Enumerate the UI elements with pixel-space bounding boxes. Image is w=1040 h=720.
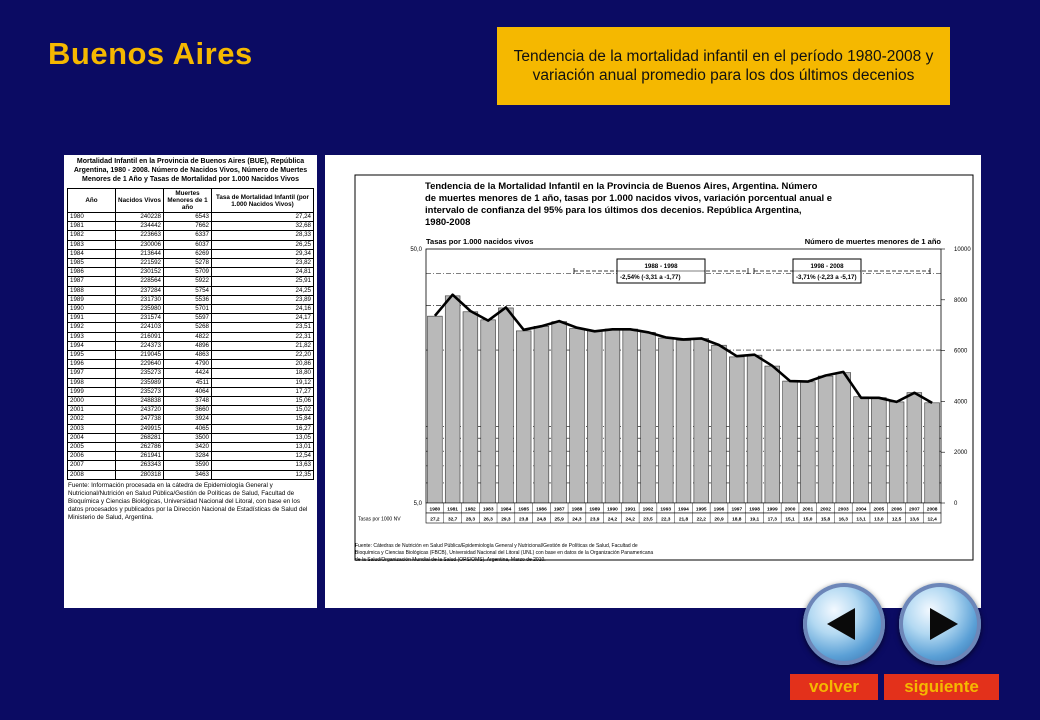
bar xyxy=(889,402,904,503)
right-arrow-icon xyxy=(930,608,958,640)
cell-births: 219045 xyxy=(116,351,164,360)
cell-year: 1988 xyxy=(68,286,116,295)
cell-deaths: 3660 xyxy=(164,406,212,415)
rate-value-label: 15,1 xyxy=(785,517,795,523)
cell-year: 1985 xyxy=(68,259,116,268)
x-tick-label: 1985 xyxy=(518,507,530,513)
mortality-table xyxy=(67,188,314,480)
right-tick-label: 8000 xyxy=(954,297,968,304)
cell-births: 240228 xyxy=(116,213,164,222)
cell-year: 1981 xyxy=(68,222,116,231)
cell-deaths: 5268 xyxy=(164,323,212,332)
x-tick-label: 2007 xyxy=(909,507,920,513)
cell-births: 213644 xyxy=(116,249,164,258)
chart-panel xyxy=(325,155,981,608)
x-tick-label: 1982 xyxy=(465,507,476,513)
x-tick-label: 1987 xyxy=(553,507,565,513)
cell-rate: 15,84 xyxy=(212,415,314,424)
cell-births: 248838 xyxy=(116,397,164,406)
cell-rate: 13,05 xyxy=(212,433,314,442)
back-arrow-button[interactable] xyxy=(803,583,885,665)
x-tick-label: 1994 xyxy=(678,507,689,513)
annotation-period: 1988 - 1998 xyxy=(644,263,678,270)
cell-rate: 24,17 xyxy=(212,314,314,323)
rate-value-label: 28,3 xyxy=(465,517,476,523)
cell-year: 1997 xyxy=(68,369,116,378)
cell-year: 1998 xyxy=(68,378,116,387)
cell-births: 243720 xyxy=(116,406,164,415)
table-row xyxy=(68,213,314,222)
rate-value-label: 15,0 xyxy=(803,517,813,523)
cell-rate: 13,01 xyxy=(212,443,314,452)
table-row xyxy=(68,351,314,360)
table-row xyxy=(68,461,314,470)
cell-rate: 23,89 xyxy=(212,295,314,304)
x-tick-label: 2001 xyxy=(802,507,814,513)
right-axis-label: Número de muertes menores de 1 año xyxy=(804,237,941,246)
bar xyxy=(481,320,496,503)
bar xyxy=(428,316,443,503)
cell-births: 235273 xyxy=(116,369,164,378)
bar xyxy=(783,381,798,503)
cell-deaths: 3924 xyxy=(164,415,212,424)
cell-births: 268281 xyxy=(116,433,164,442)
cell-deaths: 6543 xyxy=(164,213,212,222)
mortality-table-panel xyxy=(64,155,317,608)
table-row xyxy=(68,424,314,433)
x-tick-label: 1990 xyxy=(607,507,618,513)
bar xyxy=(623,329,638,503)
x-tick-label: 2000 xyxy=(784,507,796,513)
x-tick-label: 1996 xyxy=(713,507,725,513)
cell-births: 249915 xyxy=(116,424,164,433)
bar xyxy=(445,296,460,503)
bar xyxy=(907,393,922,503)
cell-births: 216091 xyxy=(116,332,164,341)
bar xyxy=(800,382,815,503)
table-row xyxy=(68,249,314,258)
x-tick-label: 2003 xyxy=(837,507,849,513)
cell-deaths: 4064 xyxy=(164,387,212,396)
table-row xyxy=(68,397,314,406)
cell-year: 1980 xyxy=(68,213,116,222)
bar xyxy=(712,345,727,503)
bar xyxy=(747,355,762,503)
cell-births: 221592 xyxy=(116,259,164,268)
rate-value-label: 26,3 xyxy=(483,517,493,523)
bar xyxy=(499,308,514,503)
cell-rate: 12,54 xyxy=(212,452,314,461)
x-tick-label: 1984 xyxy=(500,507,512,513)
cell-year: 1995 xyxy=(68,351,116,360)
rate-value-label: 23,9 xyxy=(590,517,600,523)
bar xyxy=(871,398,886,503)
table-row xyxy=(68,452,314,461)
bar xyxy=(818,376,833,503)
cell-year: 1994 xyxy=(68,341,116,350)
rate-value-label: 17,3 xyxy=(767,517,777,523)
cell-births: 237284 xyxy=(116,286,164,295)
x-tick-label: 2002 xyxy=(820,507,831,513)
cell-births: 280318 xyxy=(116,470,164,479)
left-arrow-icon xyxy=(827,608,855,640)
cell-deaths: 5597 xyxy=(164,314,212,323)
cell-rate: 27,24 xyxy=(212,213,314,222)
cell-year: 2003 xyxy=(68,424,116,433)
left-axis-label: Tasas por 1.000 nacidos vivos xyxy=(426,237,534,246)
bar xyxy=(658,338,673,503)
rate-value-label: 32,7 xyxy=(447,517,458,523)
header-year: Año xyxy=(68,189,116,213)
bar xyxy=(534,326,549,503)
table-row xyxy=(68,323,314,332)
cell-deaths: 4863 xyxy=(164,351,212,360)
cell-rate: 15,06 xyxy=(212,397,314,406)
rate-value-label: 27,2 xyxy=(430,517,440,523)
rate-value-label: 25,9 xyxy=(554,517,564,523)
rate-value-label: 13,0 xyxy=(874,517,884,523)
x-tick-label: 1986 xyxy=(536,507,547,513)
mortality-chart xyxy=(325,155,981,608)
cell-deaths: 3500 xyxy=(164,433,212,442)
cell-deaths: 3284 xyxy=(164,452,212,461)
chart-title: intervalo de confianza del 95% para los últimos dos decenios. República Argentina, xyxy=(425,205,802,216)
cell-deaths: 3463 xyxy=(164,470,212,479)
x-tick-label: 1988 xyxy=(571,507,583,513)
cell-deaths: 5278 xyxy=(164,259,212,268)
cell-births: 261941 xyxy=(116,452,164,461)
cell-rate: 23,82 xyxy=(212,259,314,268)
cell-deaths: 3748 xyxy=(164,397,212,406)
cell-births: 228564 xyxy=(116,277,164,286)
bar xyxy=(729,357,744,503)
header-deaths: Muertes Menores de 1 año xyxy=(164,189,212,213)
cell-rate: 26,25 xyxy=(212,240,314,249)
page-title: Buenos Aires xyxy=(48,36,253,71)
cell-rate: 22,20 xyxy=(212,351,314,360)
cell-births: 224103 xyxy=(116,323,164,332)
cell-year: 1986 xyxy=(68,268,116,277)
rate-value-label: 12,5 xyxy=(891,517,902,523)
rate-value-label: 24,8 xyxy=(536,517,547,523)
next-button[interactable]: siguiente xyxy=(884,674,999,700)
table-title: Mortalidad Infantil en la Provincia de Buenos Aires (BUE), República Argentina, 1980 - 2008. Número de Nacidos Vivos, Número de Muertes Menores de 1 Año y Tasas de Mortalidad por 1.000 Nacidos Vivos xyxy=(73,158,308,183)
cell-year: 2001 xyxy=(68,406,116,415)
table-source: Fuente: Información procesada en la cátedra de Epidemiología General y Nutricional/Nutrición en Salud Pública/Gestión de Políticas de Salud, Facultad de Bioquímica y Ciencias Biológicas, Universidad Nacional del Litoral, con base en los datos procesados y publicados por la Dirección Nacional de Estadísticas de Salud del Ministerio de Salud, Argentina. xyxy=(68,481,308,521)
bar xyxy=(854,397,869,503)
rate-value-label: 12,4 xyxy=(927,517,937,523)
x-tick-label: 1997 xyxy=(731,507,743,513)
bar xyxy=(516,331,531,503)
cell-deaths: 5709 xyxy=(164,268,212,277)
bar xyxy=(463,312,478,503)
cell-year: 2005 xyxy=(68,443,116,452)
left-tick-label: 50,0 xyxy=(410,247,422,253)
cell-rate: 28,33 xyxy=(212,231,314,240)
cell-deaths: 4790 xyxy=(164,360,212,369)
cell-year: 1982 xyxy=(68,231,116,240)
rate-value-label: 23,5 xyxy=(643,517,653,523)
table-row xyxy=(68,314,314,323)
table-row xyxy=(68,470,314,479)
table-header-row xyxy=(68,189,314,213)
bar xyxy=(570,329,585,503)
x-tick-label: 2004 xyxy=(855,507,867,513)
x-tick-label: 2008 xyxy=(926,507,938,513)
table-row xyxy=(68,332,314,341)
cell-year: 2004 xyxy=(68,433,116,442)
cell-rate: 22,31 xyxy=(212,332,314,341)
cell-deaths: 4424 xyxy=(164,369,212,378)
rate-value-label: 24,2 xyxy=(607,517,618,523)
cell-births: 247738 xyxy=(116,415,164,424)
cell-deaths: 5701 xyxy=(164,305,212,314)
cell-births: 230006 xyxy=(116,240,164,249)
cell-rate: 16,27 xyxy=(212,424,314,433)
x-tick-label: 1999 xyxy=(766,507,778,513)
cell-year: 1999 xyxy=(68,387,116,396)
next-arrow-button[interactable] xyxy=(899,583,981,665)
cell-rate: 19,12 xyxy=(212,378,314,387)
cell-year: 1992 xyxy=(68,323,116,332)
x-tick-label: 1995 xyxy=(695,507,707,513)
cell-births: 230152 xyxy=(116,268,164,277)
bar xyxy=(605,329,620,503)
x-tick-label: 1981 xyxy=(447,507,458,513)
right-tick-label: 10000 xyxy=(954,247,971,253)
x-tick-label: 1992 xyxy=(642,507,654,513)
chart-title: Tendencia de la Mortalidad Infantil en la Provincia de Buenos Aires, Argentina. Número xyxy=(425,181,818,192)
cell-year: 1993 xyxy=(68,332,116,341)
left-tick-label: 5,0 xyxy=(413,501,422,507)
x-tick-label: 1998 xyxy=(749,507,760,513)
rate-row-label: Tasas por 1000 NV xyxy=(358,516,401,523)
cell-rate: 15,02 xyxy=(212,406,314,415)
rate-value-label: 13,1 xyxy=(856,517,866,523)
table-row xyxy=(68,387,314,396)
rate-value-label: 24,3 xyxy=(572,517,582,523)
table-row xyxy=(68,295,314,304)
cell-year: 1987 xyxy=(68,277,116,286)
right-tick-label: 2000 xyxy=(954,450,968,457)
cell-year: 1996 xyxy=(68,360,116,369)
right-tick-label: 0 xyxy=(954,501,958,507)
cell-births: 262786 xyxy=(116,443,164,452)
rate-value-label: 20,9 xyxy=(714,517,724,523)
x-tick-label: 1989 xyxy=(589,507,601,513)
annotation-value: -3,71% (-2,23 a -5,17) xyxy=(796,274,857,281)
table-row xyxy=(68,222,314,231)
cell-deaths: 4896 xyxy=(164,341,212,350)
cell-deaths: 6037 xyxy=(164,240,212,249)
cell-year: 2002 xyxy=(68,415,116,424)
table-row xyxy=(68,369,314,378)
cell-rate: 29,34 xyxy=(212,249,314,258)
rate-value-label: 18,8 xyxy=(732,517,742,523)
annotation-period: 1998 - 2008 xyxy=(810,263,844,270)
cell-rate: 21,82 xyxy=(212,341,314,350)
cell-births: 235980 xyxy=(116,305,164,314)
cell-year: 1990 xyxy=(68,305,116,314)
cell-year: 2006 xyxy=(68,452,116,461)
bar xyxy=(641,332,656,503)
x-tick-label: 1983 xyxy=(482,507,494,513)
cell-deaths: 5536 xyxy=(164,295,212,304)
chart-title: de muertes menores de 1 año, tasas por 1.000 nacidos vivos, variación porcentual anual e xyxy=(425,193,833,204)
x-tick-label: 1980 xyxy=(429,507,441,513)
cell-deaths: 4822 xyxy=(164,332,212,341)
table-body xyxy=(68,213,314,480)
x-tick-label: 1993 xyxy=(660,507,672,513)
rate-value-label: 13,6 xyxy=(909,517,920,523)
cell-rate: 32,68 xyxy=(212,222,314,231)
cell-deaths: 4065 xyxy=(164,424,212,433)
cell-births: 223663 xyxy=(116,231,164,240)
annotation-value: -2,54% (-3,31 a -1,77) xyxy=(620,274,681,281)
rate-value-label: 22,3 xyxy=(661,517,671,523)
x-tick-label: 2005 xyxy=(873,507,885,513)
x-tick-label: 1991 xyxy=(624,507,636,513)
bar xyxy=(765,366,780,503)
cell-year: 1989 xyxy=(68,295,116,304)
cell-year: 1984 xyxy=(68,249,116,258)
table-row xyxy=(68,341,314,350)
cell-rate: 24,81 xyxy=(212,268,314,277)
rate-value-label: 23,8 xyxy=(519,517,529,523)
chart-title: 1980-2008 xyxy=(425,217,471,228)
bar xyxy=(552,322,567,503)
cell-rate: 13,63 xyxy=(212,461,314,470)
right-tick-label: 6000 xyxy=(954,348,968,355)
cell-deaths: 7662 xyxy=(164,222,212,231)
bar xyxy=(925,403,940,503)
cell-rate: 20,86 xyxy=(212,360,314,369)
right-tick-label: 4000 xyxy=(954,399,968,406)
cell-year: 2000 xyxy=(68,397,116,406)
table-row xyxy=(68,286,314,295)
chart-footnote: Bioquímica y Ciencias Biológicas (FBCB), Universidad Nacional del Litoral (UNL) con base en datos de la Organización Panamericana xyxy=(355,550,654,556)
chart-footnote: de la Salud/Organización Mundial de la Salud (OPS/OMS). Argentina, Marzo de 2010. xyxy=(355,557,546,563)
cell-rate: 12,35 xyxy=(212,470,314,479)
table-row xyxy=(68,443,314,452)
table-row xyxy=(68,433,314,442)
cell-births: 231730 xyxy=(116,295,164,304)
cell-deaths: 3590 xyxy=(164,461,212,470)
cell-deaths: 6269 xyxy=(164,249,212,258)
cell-deaths: 3420 xyxy=(164,443,212,452)
cell-rate: 25,91 xyxy=(212,277,314,286)
bar xyxy=(587,330,602,503)
cell-deaths: 5754 xyxy=(164,286,212,295)
cell-deaths: 5922 xyxy=(164,277,212,286)
bar xyxy=(836,373,851,503)
header-rate: Tasa de Mortalidad Infantil (por 1.000 Nacidos Vivos) xyxy=(212,189,314,213)
rate-value-label: 21,8 xyxy=(678,517,689,523)
rate-value-label: 19,1 xyxy=(749,517,760,523)
table-row xyxy=(68,406,314,415)
cell-births: 235273 xyxy=(116,387,164,396)
cell-year: 1983 xyxy=(68,240,116,249)
table-row xyxy=(68,231,314,240)
x-tick-label: 2006 xyxy=(891,507,902,513)
table-row xyxy=(68,378,314,387)
cell-births: 235989 xyxy=(116,378,164,387)
table-row xyxy=(68,415,314,424)
table-row xyxy=(68,268,314,277)
cell-deaths: 6337 xyxy=(164,231,212,240)
rate-value-label: 16,3 xyxy=(838,517,848,523)
table-row xyxy=(68,259,314,268)
cell-rate: 24,25 xyxy=(212,286,314,295)
bar xyxy=(676,341,691,503)
table-row xyxy=(68,360,314,369)
table-row xyxy=(68,305,314,314)
headline-box: Tendencia de la mortalidad infantil en el período 1980-2008 y variación anual promedio para los dos últimos decenios xyxy=(497,27,950,105)
rate-value-label: 15,8 xyxy=(820,517,831,523)
cell-births: 263343 xyxy=(116,461,164,470)
cell-births: 229640 xyxy=(116,360,164,369)
rate-value-label: 22,2 xyxy=(696,517,706,523)
cell-births: 224373 xyxy=(116,341,164,350)
table-row xyxy=(68,240,314,249)
rate-value-label: 24,2 xyxy=(625,517,635,523)
cell-rate: 18,80 xyxy=(212,369,314,378)
header-births: Nacidos Vivos xyxy=(116,189,164,213)
cell-rate: 23,51 xyxy=(212,323,314,332)
cell-births: 231574 xyxy=(116,314,164,323)
back-button[interactable]: volver xyxy=(790,674,878,700)
cell-year: 2007 xyxy=(68,461,116,470)
rate-value-label: 29,3 xyxy=(501,517,511,523)
table-row xyxy=(68,277,314,286)
cell-rate: 17,27 xyxy=(212,387,314,396)
cell-births: 234442 xyxy=(116,222,164,231)
cell-rate: 24,16 xyxy=(212,305,314,314)
cell-year: 1991 xyxy=(68,314,116,323)
cell-year: 2008 xyxy=(68,470,116,479)
bar xyxy=(694,339,709,503)
chart-footnote: Fuente: Cátedras de Nutrición en Salud Pública/Epidemiología General y Nutricional/Gestión de Políticas de Salud, Facultad de xyxy=(355,543,638,549)
cell-deaths: 4511 xyxy=(164,378,212,387)
